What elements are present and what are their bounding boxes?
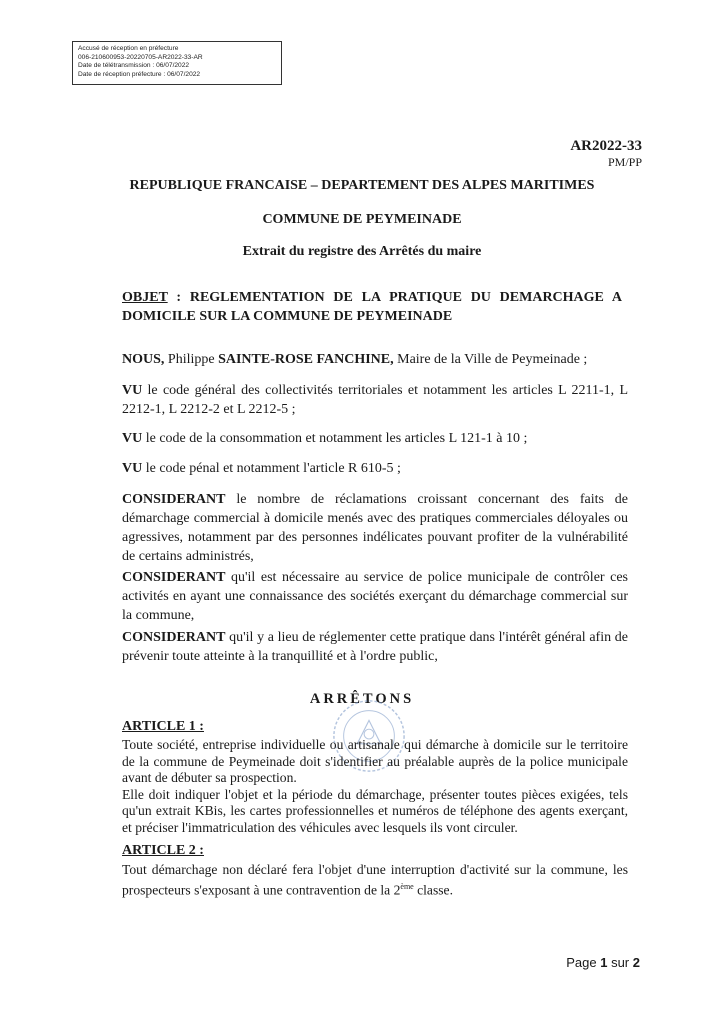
reference-initials: PM/PP [607, 155, 642, 169]
vu-text: le code général des collectivités territoriales et notamment les articles L 2211-1, L 2212-1, L 2212-2 et L 2212-5 ; [122, 383, 628, 417]
reference-code: AR2022-33 [570, 138, 642, 154]
article-1-body [122, 737, 628, 836]
page-number [566, 955, 640, 970]
page-middle: sur [607, 955, 633, 970]
object-line-1: : REGLEMENTATION DE LA PRATIQUE DU DEMARCHAGE A [167, 290, 622, 305]
vu-label: VU [122, 383, 143, 398]
considerant-label: CONSIDERANT [122, 630, 226, 645]
article-2-superscript: ème [400, 881, 414, 891]
object-line-2: DOMICILE SUR LA COMMUNE DE PEYMEINADE [122, 309, 453, 324]
object-label: OBJET [122, 290, 168, 305]
considerant-paragraph [122, 628, 628, 666]
stamp-line: 006-210600953-20220705-AR2022-33-AR [78, 53, 203, 61]
vu-text: le code de la consommation et notamment les articles L 121-1 à 10 ; [142, 431, 528, 446]
object-heading [122, 288, 622, 326]
considerant-paragraph [122, 568, 628, 625]
stamp-line: Date de réception préfecture : 06/07/2022 [78, 70, 201, 78]
vu-label: VU [122, 461, 143, 476]
vu-paragraph [122, 429, 628, 448]
nous-text-end: Maire de la Ville de Peymeinade ; [393, 352, 588, 367]
considerant-paragraph [122, 490, 628, 566]
article-2-text-end: classe. [413, 882, 453, 898]
prefecture-receipt-stamp [72, 41, 282, 85]
vu-paragraph [122, 459, 628, 478]
considerant-label: CONSIDERANT [122, 570, 226, 585]
nous-paragraph [122, 350, 628, 369]
mayor-name: SAINTE-ROSE FANCHINE, [218, 352, 394, 367]
considerant-text: qu'il est nécessaire au service de police municipale de contrôler ces activités en ayant une connaissance des sociétés exerçant du démarchage commercial sur la commune, [122, 570, 628, 623]
considerant-text: le nombre de réclamations croissant concernant des faits de démarchage commercial à domicile menés avec des pratiques commerciales déloyales ou agressives, notamment par des personnes indélicates pouvant profiter de la vulnérabilité de certains administrés, [122, 492, 628, 564]
page-total: 2 [632, 955, 640, 970]
vu-text: le code pénal et notamment l'article R 610-5 ; [142, 461, 401, 476]
considerant-label: CONSIDERANT [122, 492, 226, 507]
document-reference [570, 138, 642, 169]
article-2-body [122, 862, 628, 899]
article-1-paragraph: Elle doit indiquer l'objet et la période du démarchage, présenter toutes pièces exigées, tels qu'un extrait KBis, les cartes professionnelles et numéros de téléphone des agents exerçant, et préciser l'immatriculation des véhicules avec lesquels ils vont circuler. [122, 786, 628, 835]
vu-paragraph [122, 381, 628, 419]
article-2-title: ARTICLE 2 : [122, 843, 204, 858]
stamp-line: Date de télétransmission : 06/07/2022 [78, 62, 190, 70]
article-1-title: ARTICLE 1 : [122, 719, 204, 734]
article-2-text: Tout démarchage non déclaré fera l'objet d'une interruption d'activité sur la commune, les prospecteurs s'exposant à une contravention de la 2 [122, 862, 628, 898]
nous-label: NOUS, [122, 352, 165, 367]
page-prefix: Page [566, 955, 601, 970]
nous-text: Philippe [164, 352, 219, 367]
considerant-text: qu'il y a lieu de réglementer cette pratique dans l'intérêt général afin de prévenir toute atteinte à la tranquillité et à l'ordre public, [122, 630, 628, 664]
article-1-paragraph: Toute société, entreprise individuelle ou artisanale qui démarche à domicile sur le territoire de la commune de Peymeinade doit s'identifier au préalable auprès de la police municipale avant de débuter sa prospection. [122, 737, 628, 785]
stamp-line: Accusé de réception en préfecture [78, 45, 179, 52]
commune-heading: COMMUNE DE PEYMEINADE [262, 212, 462, 227]
extract-heading: Extrait du registre des Arrêtés du maire [242, 244, 482, 259]
arretons-heading: ARRÊTONS [309, 691, 415, 707]
page-current: 1 [600, 955, 608, 970]
republic-heading: REPUBLIQUE FRANCAISE – DEPARTEMENT DES ALPES MARITIMES [129, 178, 595, 193]
vu-label: VU [122, 431, 143, 446]
